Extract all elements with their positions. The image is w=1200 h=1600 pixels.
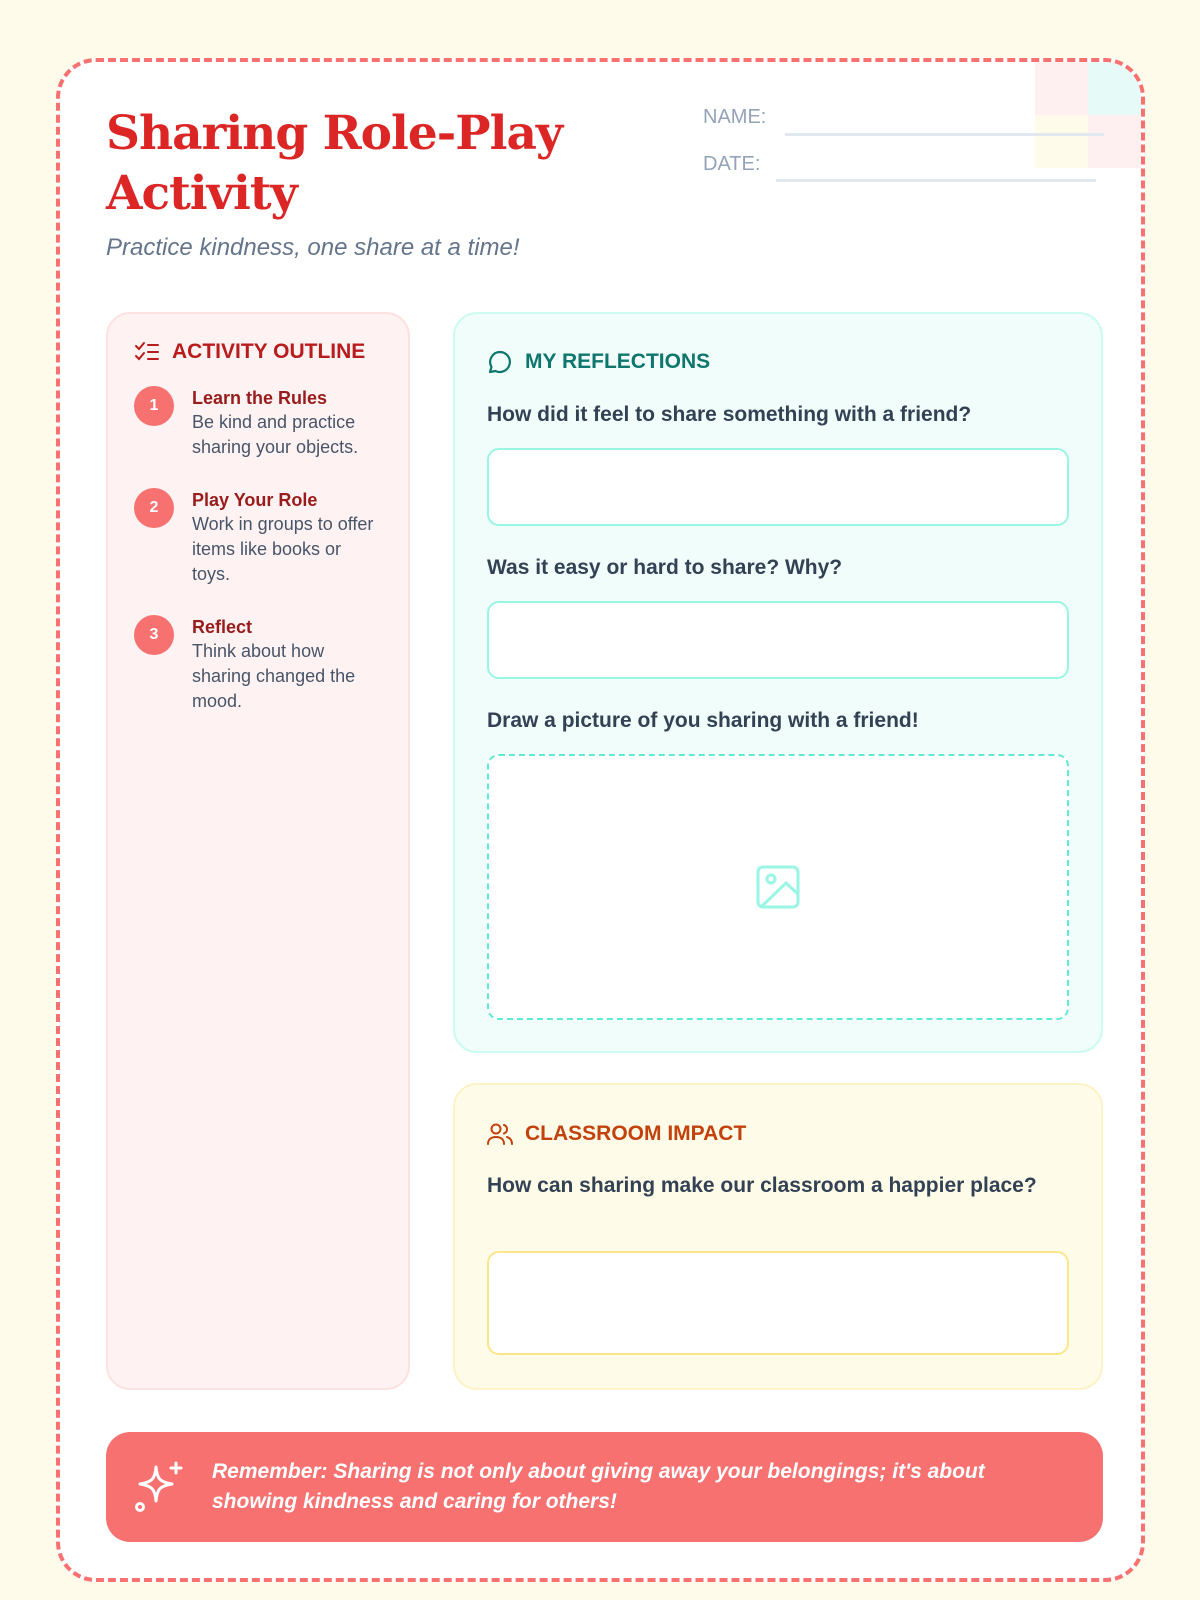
- step-desc: Think about how sharing changed the mood.: [192, 641, 356, 711]
- impact-answer-input[interactable]: [487, 1251, 1069, 1355]
- page-title: Sharing Role-Play Activity: [106, 106, 563, 221]
- name-label: NAME:: [703, 106, 767, 128]
- step-desc: Be kind and practice sharing your objects.: [192, 412, 359, 457]
- decor-square: [1088, 62, 1141, 115]
- decor-square: [1035, 115, 1088, 168]
- outline-item: [134, 386, 377, 460]
- outline-item: [134, 488, 377, 587]
- users-icon: [487, 1122, 513, 1146]
- decor-square: [1035, 62, 1088, 115]
- checklist-icon: [134, 341, 160, 363]
- decor-square: [1088, 115, 1141, 168]
- step-title: Learn the Rules: [192, 388, 328, 408]
- chat-bubble-icon: [487, 349, 513, 375]
- impact-heading-text: CLASSROOM IMPACT: [525, 1122, 747, 1145]
- impact-heading: [487, 1122, 746, 1146]
- step-number: 2: [134, 488, 174, 528]
- reflections-panel: [453, 312, 1103, 1053]
- step-desc: Work in groups to offer items like books or toys.: [192, 514, 374, 584]
- outline-heading: [134, 340, 365, 364]
- step-title: Play Your Role: [192, 490, 318, 510]
- outline-heading-text: ACTIVITY OUTLINE: [172, 340, 366, 363]
- impact-question: How can sharing make our classroom a happier place?: [487, 1174, 1037, 1197]
- reminder-text: Remember: Sharing is not only about giving away your belongings; it's about showing kindness and caring for others!: [212, 1460, 985, 1513]
- activity-outline-panel: [106, 312, 410, 1390]
- question-1: How did it feel to share something with a friend?: [487, 403, 972, 426]
- worksheet-card: [56, 58, 1145, 1582]
- question-3: Draw a picture of you sharing with a friend!: [487, 709, 919, 732]
- step-number: 3: [134, 615, 174, 655]
- date-field[interactable]: [776, 179, 1096, 182]
- answer-2-input[interactable]: [487, 601, 1069, 679]
- step-title: Reflect: [192, 617, 253, 637]
- date-label: DATE:: [703, 153, 761, 175]
- step-number: 1: [134, 386, 174, 426]
- name-field[interactable]: [785, 133, 1104, 136]
- classroom-impact-panel: [453, 1083, 1103, 1390]
- outline-item: [134, 615, 377, 714]
- drawing-area[interactable]: [487, 754, 1069, 1020]
- question-2: Was it easy or hard to share? Why?: [487, 556, 843, 579]
- reflections-heading-text: MY REFLECTIONS: [525, 350, 711, 373]
- image-icon: [755, 864, 801, 910]
- page-subtitle: Practice kindness, one share at a time!: [106, 234, 520, 261]
- answer-1-input[interactable]: [487, 448, 1069, 526]
- reminder-banner: [106, 1432, 1103, 1542]
- sparkles-icon: [134, 1461, 184, 1513]
- reflections-heading: [487, 349, 710, 375]
